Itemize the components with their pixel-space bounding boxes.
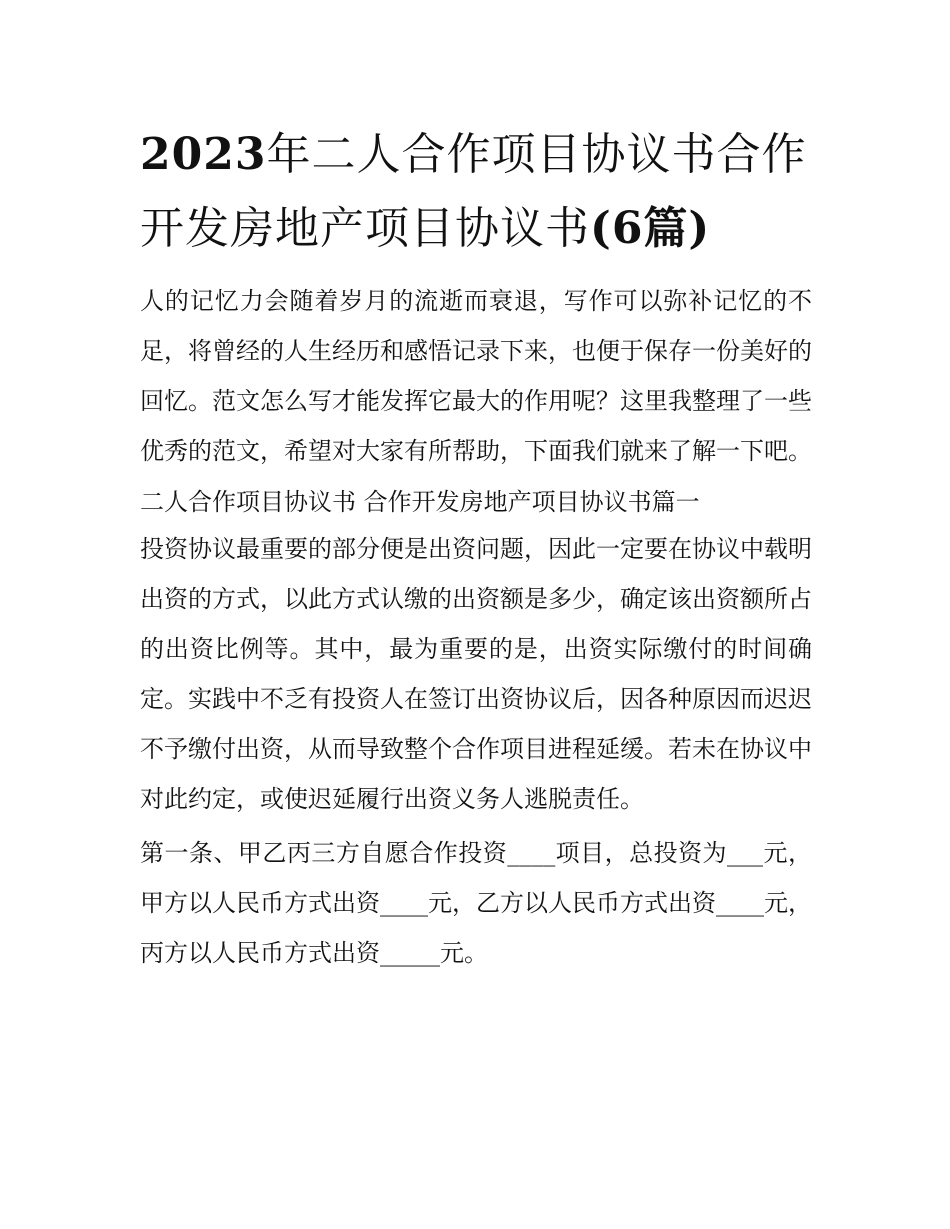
title-year: 2023 xyxy=(140,129,267,180)
title-count: (6篇) xyxy=(590,203,711,254)
body-paragraph-1: 投资协议最重要的部分便是出资问题，因此一定要在协议中载明出资的方式，以此方式认缴的出资额是多少，确定该出资额所占的出资比例等。其中，最为重要的是，出资实际缴付的时间确定。实践中不乏有投资人在签订出资协议后，因各种原因而迟迟不予缴付出资，从而导致整个合作项目进程延缓。若未在协议中对此约定，或使迟延履行出资义务人逃脱责任。 xyxy=(140,535,812,813)
title-main: 年二人合作项目协议书合作开发房地产项目协议书 xyxy=(140,129,807,254)
section-heading: 二人合作项目协议书 合作开发房地产项目协议书篇一 xyxy=(140,488,700,516)
document-page xyxy=(140,118,812,978)
document-title xyxy=(140,118,812,266)
intro-paragraph: 人的记忆力会随着岁月的流逝而衰退，写作可以弥补记忆的不足，将曾经的人生经历和感悟记录下来，也便于保存一份美好的回忆。范文怎么写才能发挥它最大的作用呢？这里我整理了一些优秀的范文，希望对大家有所帮助，下面我们就来了解一下吧。 xyxy=(140,287,812,465)
body-paragraph-2: 第一条、甲乙丙三方自愿合作投资____项目，总投资为___元，甲方以人民币方式出资____元，乙方以人民币方式出资____元，丙方以人民币方式出资_____元。 xyxy=(140,839,812,967)
